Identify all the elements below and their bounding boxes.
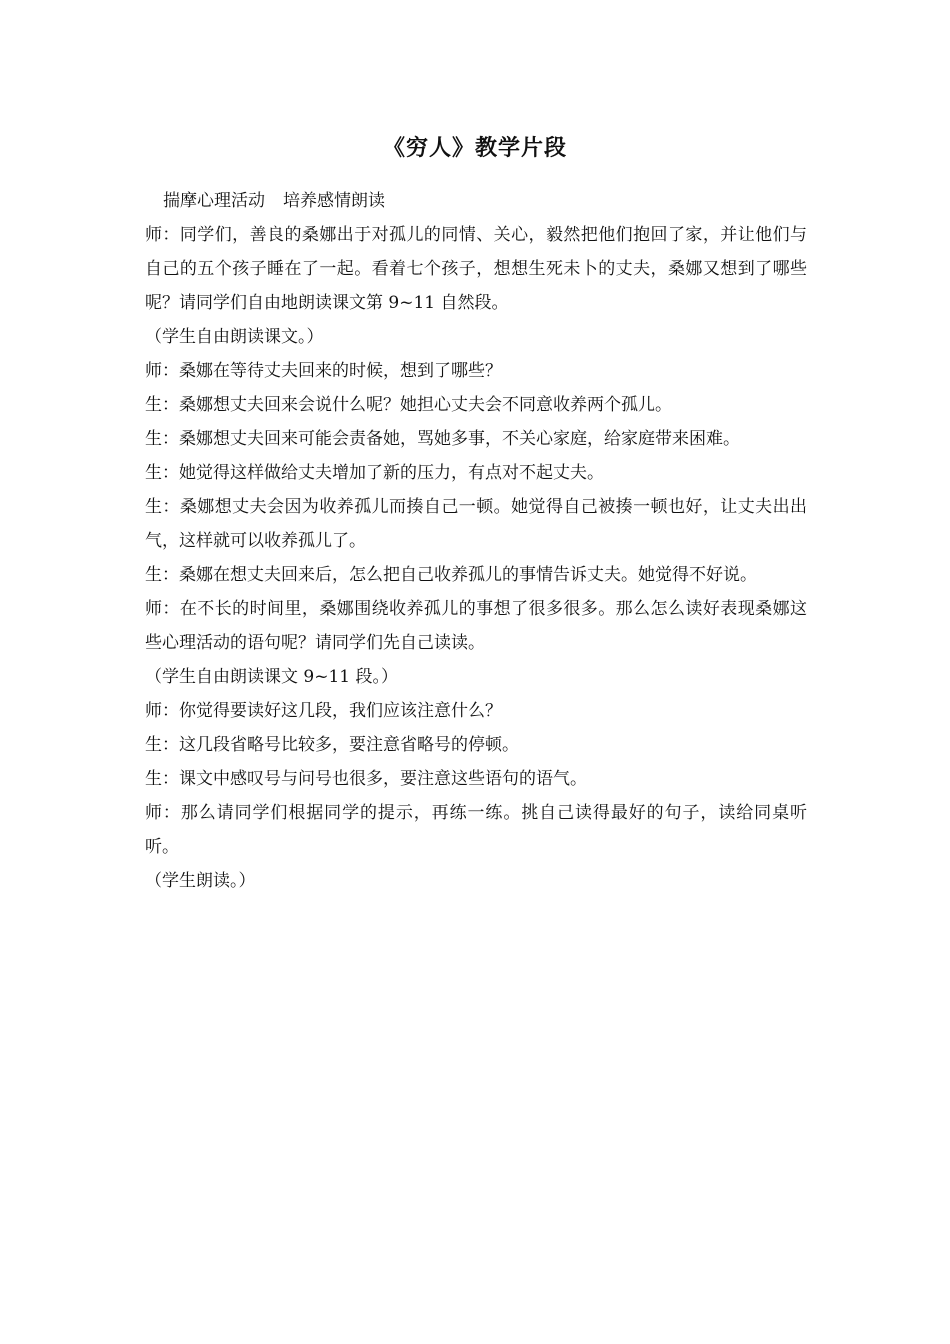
teacher-line: 师：在不长的时间里，桑娜围绕收养孤儿的事想了很多很多。那么怎么读好表现桑娜这些心理活动的语句呢？请同学们先自己读读。 [145, 599, 807, 653]
stage-direction: （学生自由朗读课文 9~11 段。） [145, 667, 398, 687]
stage-direction: （学生朗读。） [145, 871, 256, 891]
student-line: 生：课文中感叹号与问号也很多，要注意这些语句的语气。 [145, 769, 587, 789]
student-line: 生：桑娜想丈夫回来可能会责备她，骂她多事，不关心家庭，给家庭带来困难。 [145, 429, 740, 449]
section-subtitle [145, 184, 807, 218]
student-line: 生：桑娜想丈夫会因为收养孤儿而揍自己一顿。她觉得自己被揍一顿也好，让丈夫出出气，这样就可以收养孤儿了。 [145, 497, 807, 551]
teacher-line: 师：你觉得要读好这几段，我们应该注意什么？ [145, 701, 502, 721]
subtitle-part-1: 揣摩心理活动 [163, 191, 265, 211]
student-line: 生：桑娜想丈夫回来会说什么呢？她担心丈夫会不同意收养两个孤儿。 [145, 395, 672, 415]
stage-direction: （学生自由朗读课文。） [145, 327, 324, 347]
document-title: 《穷人》教学片段 [382, 136, 567, 161]
document-body [145, 184, 807, 898]
teacher-line: 师：那么请同学们根据同学的提示，再练一练。挑自己读得最好的句子，读给同桌听听。 [145, 803, 807, 857]
teacher-line: 师：同学们，善良的桑娜出于对孤儿的同情、关心，毅然把他们抱回了家，并让他们与自己的五个孩子睡在了一起。看着七个孩子，想想生死未卜的丈夫，桑娜又想到了哪些呢？请同学们自由地朗读课文第 9~11 自然段。 [145, 225, 807, 313]
student-line: 生：桑娜在想丈夫回来后，怎么把自己收养孤儿的事情告诉丈夫。她觉得不好说。 [145, 565, 757, 585]
student-line: 生：她觉得这样做给丈夫增加了新的压力，有点对不起丈夫。 [145, 463, 604, 483]
student-line: 生：这几段省略号比较多，要注意省略号的停顿。 [145, 735, 519, 755]
subtitle-part-2: 培养感情朗读 [283, 191, 385, 211]
teacher-line: 师：桑娜在等待丈夫回来的时候，想到了哪些？ [145, 361, 502, 381]
